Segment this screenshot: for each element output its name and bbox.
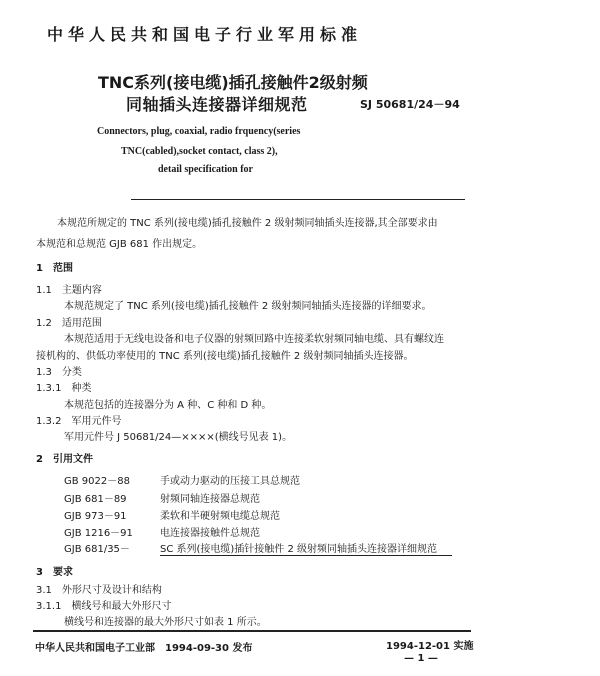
section3-1-heading: 3.1 外形尺寸及设计和结构 — [36, 585, 162, 596]
ref-title: 射频同轴连接器总规范 — [160, 494, 260, 505]
ref-code: GB 9022－88 — [64, 476, 130, 487]
section1-1-text: 本规范规定了 TNC 系列(接电缆)插孔接触件 2 级射频同轴插头连接器的详细要求。 — [64, 301, 432, 312]
section1-1-heading: 1.1 主题内容 — [36, 285, 102, 296]
ref-underline — [160, 555, 452, 556]
section3-1-1-heading: 3.1.1 横线号和最大外形尺寸 — [36, 601, 172, 612]
footer-issue: 中华人民共和国电子工业部 1994-09-30 发布 — [35, 643, 253, 654]
page-number: — 1 — — [404, 653, 438, 664]
ref-title: 手或动力驱动的压接工具总规范 — [160, 476, 300, 487]
ref-title: SC 系列(接电缆)插针接触件 2 级射频同轴插头连接器详细规范 — [160, 544, 438, 555]
ref-title: 柔软和半硬射频电缆总规范 — [160, 511, 280, 522]
standard-code: SJ 50681/24－94 — [360, 98, 460, 111]
ref-code: GJB 1216－91 — [64, 528, 133, 539]
title-divider — [131, 199, 465, 200]
english-title-line1: Connectors, plug, coaxial, radio frquency(series — [97, 126, 301, 137]
ref-title: 电连接器接触件总规范 — [160, 528, 260, 539]
section1-3-1-heading: 1.3.1 种类 — [36, 383, 92, 394]
section1-3-2-text: 军用元件号 J 50681/24—××××(横线号见表 1)。 — [64, 432, 293, 443]
section1-3-1-text: 本规范包括的连接器分为 A 种、C 种和 D 种。 — [64, 400, 272, 411]
document-title-line2: 同轴插头连接器详细规范 — [126, 95, 308, 114]
section1-heading: 1 范围 — [36, 263, 73, 274]
footer-effective: 1994-12-01 实施 — [386, 641, 474, 652]
section3-heading: 3 要求 — [36, 567, 73, 578]
intro-line1: 本规范所规定的 TNC 系列(接电缆)插孔接触件 2 级射频同轴插头连接器,其全部要求由 — [57, 218, 438, 229]
footer-divider — [33, 630, 471, 632]
intro-line2: 本规范和总规范 GJB 681 作出规定。 — [36, 239, 203, 250]
ref-code: GJB 681－89 — [64, 494, 127, 505]
section1-3-2-heading: 1.3.2 军用元件号 — [36, 416, 122, 427]
section1-3-heading: 1.3 分类 — [36, 367, 82, 378]
english-title-line3: detail specification for — [158, 164, 253, 175]
english-title-line2: TNC(cabled),socket contact, class 2), — [121, 146, 278, 157]
section1-2-heading: 1.2 适用范围 — [36, 318, 102, 329]
section3-1-1-text: 横线号和连接器的最大外形尺寸如表 1 所示。 — [64, 617, 267, 628]
section1-2-text-line2: 接机构的、供低功率使用的 TNC 系列(接电缆)插孔接触件 2 级射频同轴插头连接器。 — [36, 351, 414, 362]
section2-heading: 2 引用文件 — [36, 454, 93, 465]
ref-code: GJB 973－91 — [64, 511, 127, 522]
document-title-line1: TNC系列(接电缆)插孔接触件2级射频 — [98, 73, 368, 92]
standard-category-header: 中华人民共和国电子行业军用标准 — [47, 25, 363, 44]
ref-code: GJB 681/35－ — [64, 544, 130, 555]
section1-2-text-line1: 本规范适用于无线电设备和电子仪器的射频回路中连接柔软射频同轴电缆、具有螺纹连 — [64, 334, 444, 345]
